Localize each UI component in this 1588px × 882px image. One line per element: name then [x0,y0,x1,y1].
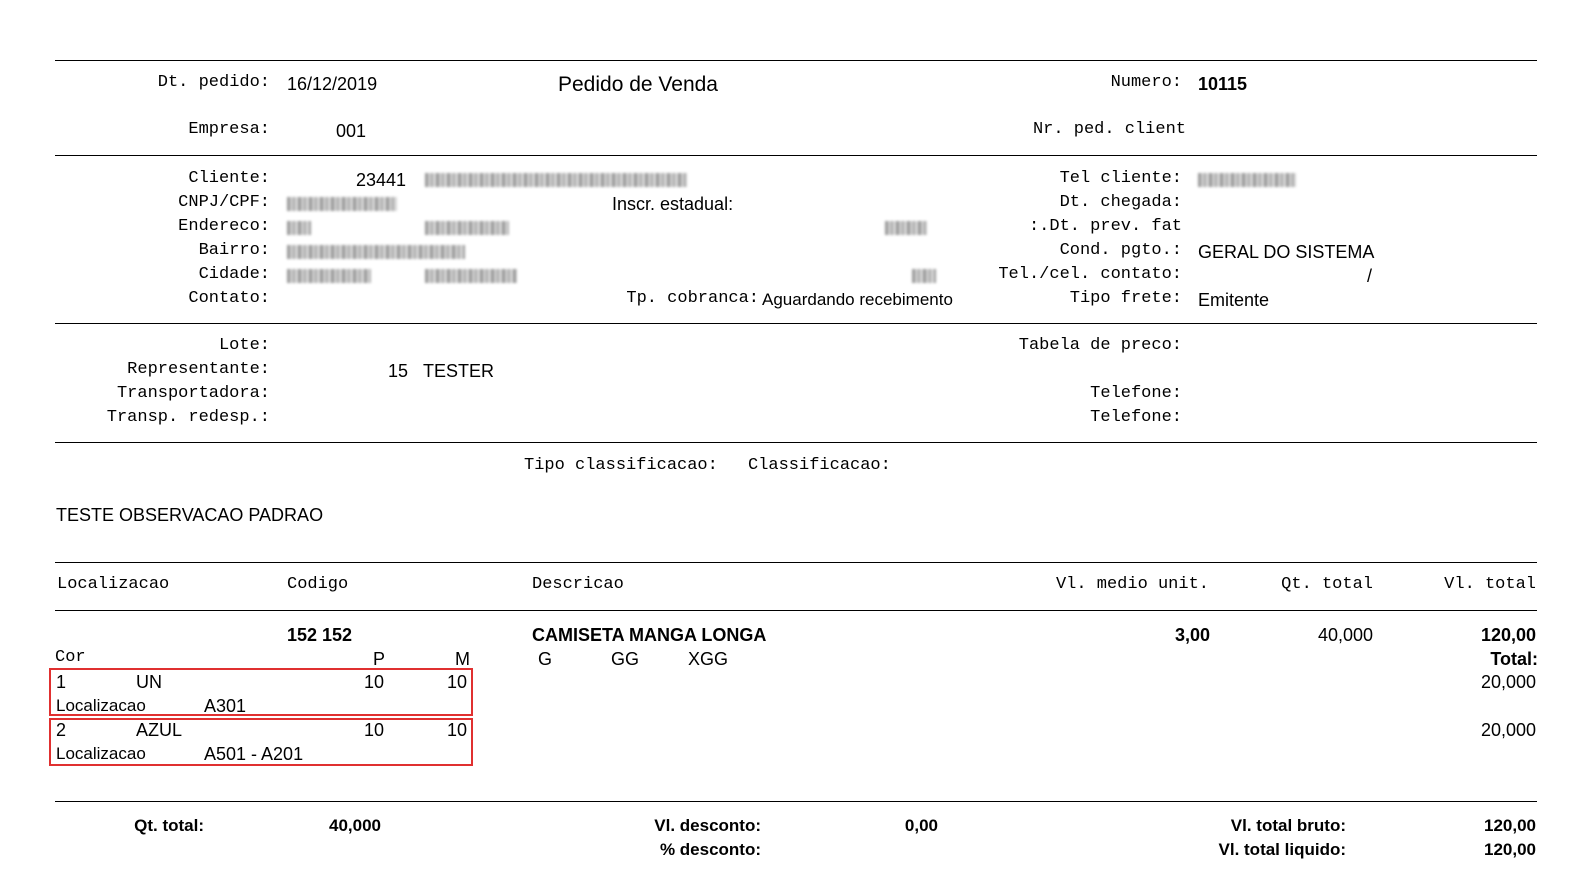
item-qt-total: 40,000 [1317,625,1373,645]
cliente-code: 23441 [356,170,407,190]
numero-label: Numero: [1110,73,1182,92]
logistica-top-rule [55,323,1537,324]
footer-vl-desconto-value: 0,00 [904,816,938,835]
grid-row-1-loc-label: Localizacao [56,696,146,715]
representante-label: Representante: [127,360,270,379]
item-vl-medio-unit: 3,00 [1174,625,1210,645]
footer-top-rule [55,801,1537,802]
footer-vl-total-liquido-label: Vl. total liquido: [1218,840,1346,859]
dt-chegada-label: Dt. chegada: [1059,193,1182,212]
dt-pedido-label: Dt. pedido: [157,73,270,92]
footer-pct-desconto-label: % desconto: [659,840,761,859]
empresa-label: Empresa: [188,120,270,139]
footer-vl-total-liquido-value: 120,00 [1484,840,1536,859]
grid-row-2-loc-value: A501 - A201 [204,744,304,764]
endereco-label: Endereco: [178,217,270,236]
cond-pgto-label: Cond. pgto.: [1059,241,1182,260]
item-descricao: CAMISETA MANGA LONGA [532,625,767,645]
cond-pgto-value: GERAL DO SISTEMA [1198,242,1375,262]
tipo-frete-label: Tipo frete: [1069,289,1182,308]
footer-vl-total-bruto-label: Vl. total bruto: [1230,816,1346,835]
redacted-cep [287,269,371,283]
redacted-client-name [425,173,687,187]
col-codigo: Codigo [287,575,349,594]
cnpj-label: CNPJ/CPF: [178,193,270,212]
grid-row-2-m: 10 [446,720,467,740]
dt-prev-fat-label: Dt. prev. fat.: [1028,217,1182,236]
footer-vl-total-bruto-value: 120,00 [1484,816,1536,835]
footer-qt-total-label: Qt. total: [134,816,204,835]
grid-row-1-m: 10 [446,672,467,692]
page-title: Pedido de Venda [558,73,718,96]
transp-redesp-label: Transp. redesp.: [106,408,270,427]
telefone-redesp-label: Telefone: [1090,408,1182,427]
redacted-cnpj [287,197,397,211]
bairro-label: Bairro: [198,241,270,260]
grid-row-2-loc-label: Localizacao [56,744,146,763]
grid-size-p: P [372,649,385,669]
redacted-address [425,221,509,235]
grid-row-1-loc-value: A301 [204,696,247,716]
empresa-value: 001 [336,121,367,141]
item-vl-total: 120,00 [1480,625,1536,645]
redacted-bairro [287,245,465,259]
col-localizacao: Localizacao [57,575,170,594]
col-vl-total: Vl. total [1444,575,1536,594]
grid-row-1-cor: UN [136,672,162,692]
col-qt-total: Qt. total [1281,575,1373,594]
lote-label: Lote: [218,336,270,355]
transportadora-label: Transportadora: [116,384,270,403]
grid-size-g: G [538,649,553,669]
telefone-label: Telefone: [1090,384,1182,403]
grid-row-2-p: 10 [363,720,384,740]
inscr-estadual-label: Inscr. estadual: [612,194,734,214]
footer-vl-desconto-label: Vl. desconto: [654,816,761,835]
representante-name: TESTER [423,361,495,381]
footer-qt-total-value: 40,000 [329,816,381,835]
tipo-classificacao-label: Tipo classificacao: [524,456,718,475]
tel-cliente-label: Tel cliente: [1059,169,1182,188]
grid-total-label: Total: [1490,649,1538,669]
items-header-rule [55,610,1537,611]
tel-cel-contato-value: / [1367,266,1373,286]
tp-cobranca-value: Aguardando recebimento [762,290,953,309]
grid-row-2-num: 2 [56,720,67,740]
nr-ped-client-label: Nr. ped. client [1032,120,1186,139]
items-top-rule [55,562,1537,563]
tel-cel-contato-label: Tel./cel. contato: [998,265,1182,284]
contato-label: Contato: [188,289,270,308]
tp-cobranca-label: Tp. cobranca: [626,289,759,308]
redacted-address-type [287,221,311,235]
dt-pedido-value: 16/12/2019 [287,74,378,94]
cliente-label: Cliente: [188,169,270,188]
col-descricao: Descricao [532,575,624,594]
grid-cor-label: Cor [55,648,86,667]
redacted-uf [912,269,936,283]
grid-row-1-p: 10 [363,672,384,692]
redacted-cidade [425,269,517,283]
cliente-top-rule [55,155,1537,156]
item-codigo: 152 152 [287,625,353,645]
grid-row-2-cor: AZUL [136,720,183,740]
redacted-address-number [885,221,927,235]
tabela-preco-label: Tabela de preco: [1018,336,1182,355]
grid-row-1-total: 20,000 [1480,672,1536,692]
grid-row-1-num: 1 [56,672,67,692]
col-vl-medio-unit: Vl. medio unit. [1055,575,1209,594]
cidade-label: Cidade: [198,265,270,284]
classificacao-top-rule [55,442,1537,443]
redacted-tel-cliente [1198,173,1296,187]
header-top-rule [55,60,1537,61]
tipo-frete-value: Emitente [1198,290,1270,310]
grid-size-gg: GG [611,649,640,669]
grid-row-2-total: 20,000 [1480,720,1536,740]
grid-size-xgg: XGG [688,649,729,669]
grid-size-m: M [455,649,470,669]
representante-code: 15 [387,361,408,381]
classificacao-label: Classificacao: [748,456,891,475]
numero-value: 10115 [1198,74,1248,94]
observacao-text: TESTE OBSERVACAO PADRAO [56,505,324,525]
